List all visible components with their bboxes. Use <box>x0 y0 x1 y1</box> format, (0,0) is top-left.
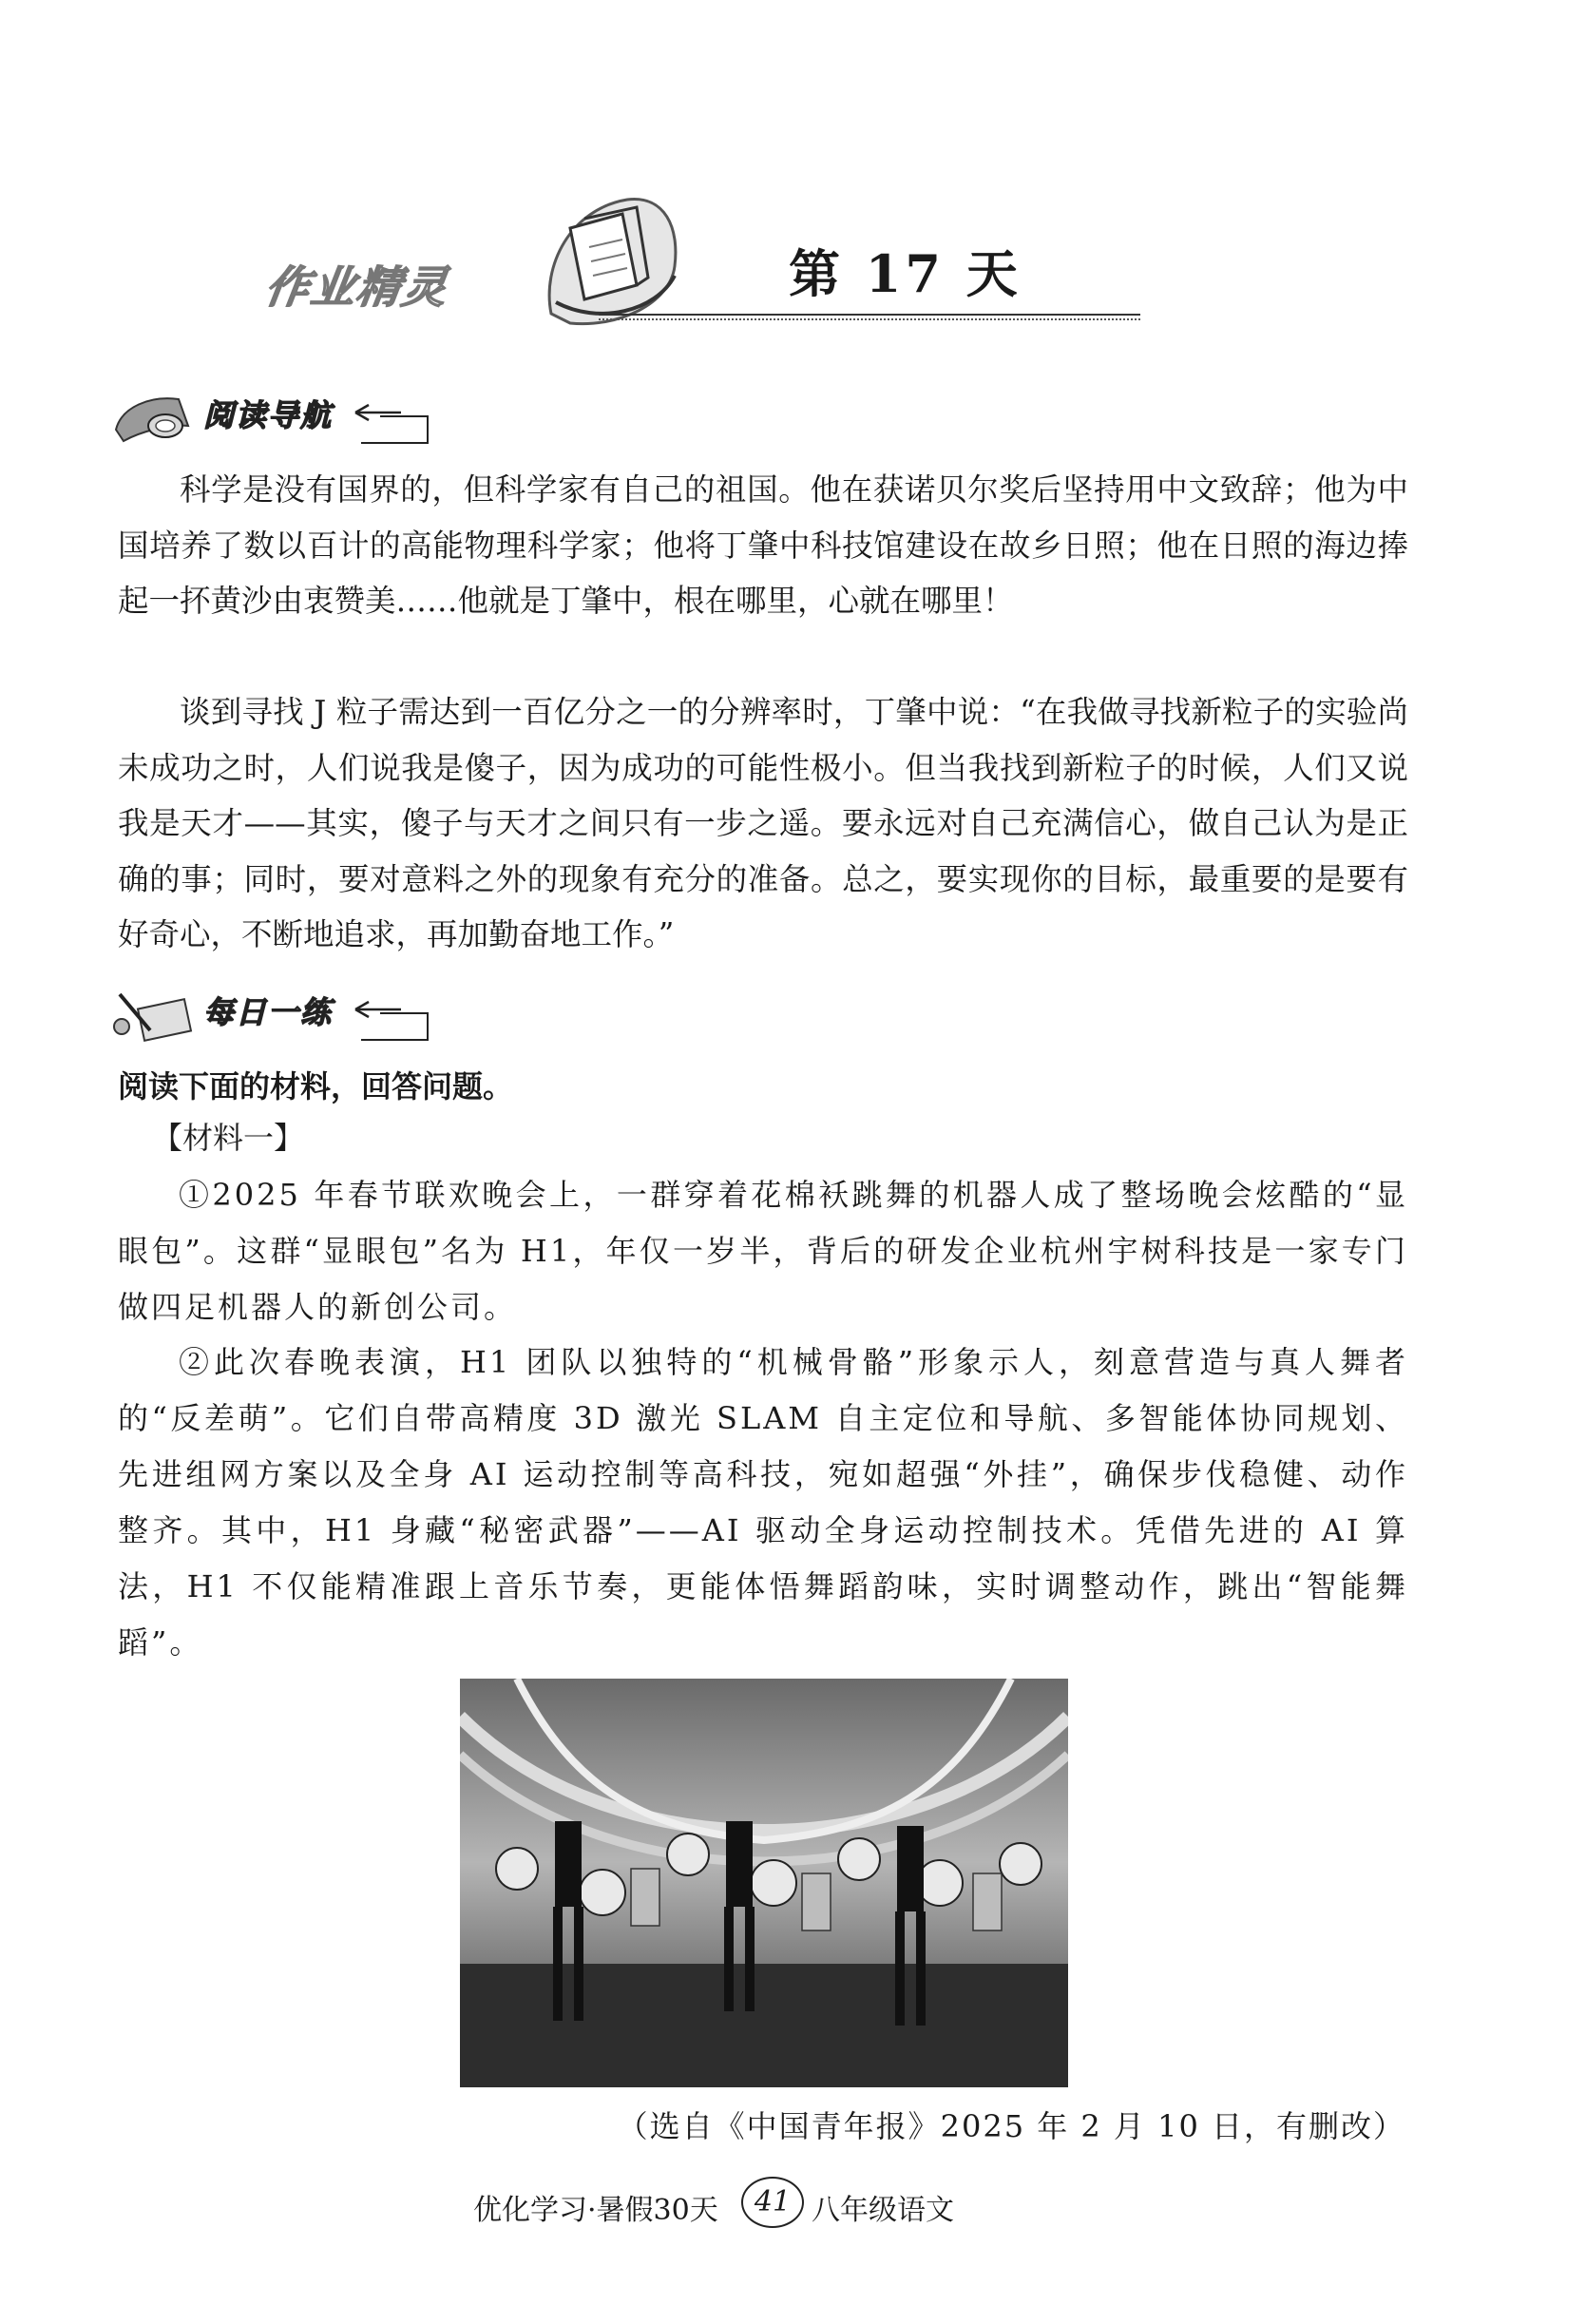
reading-guide-label: 阅读导航 <box>203 397 334 433</box>
photo-caption: （选自《中国青年报》2025 年 2 月 10 日，有删改） <box>617 2108 1405 2144</box>
footer-book-title: 优化学习·暑假30天 <box>473 2194 718 2227</box>
pen-notebook-icon <box>112 985 200 1044</box>
material-paragraph-1: ①2025 年春节联欢晚会上，一群穿着花棉袄跳舞的机器人成了整场晚会炫酷的“显眼包”。这群“显眼包”名为 H1，年仅一岁半，背后的研发企业杭州宇树科技是一家专门做四足机器人的新创公司。 <box>118 1177 1408 1325</box>
reading-paragraph-2: 谈到寻找 J 粒子需达到一百亿分之一的分辨率时，丁肇中说：“在我做寻找新粒子的实验尚未成功之时，人们说我是傻子，因为成功的可能性极小。但当我找到新粒子的时候，人们又说我是天才——其实，傻子与天才之间只有一步之遥。要永远对自己充满信心，做自己认为是正确的事；同时，要对意料之外的现象有充分的准备。总之，要实现你的目标，最重要的是要有好奇心，不断地追求，再加勤奋地工作。” <box>118 694 1408 952</box>
page-footer <box>473 2177 1081 2230</box>
notebook-logo-icon <box>532 190 684 333</box>
question-instruction: 阅读下面的材料，回答问题。 <box>118 1068 514 1104</box>
brand-logo-text: 作业精灵 <box>261 261 452 313</box>
robot-dance-photo <box>460 1679 1068 2087</box>
header-divider <box>599 314 1140 320</box>
page-header <box>257 190 1140 333</box>
daily-practice-tag <box>112 979 435 1046</box>
magnifier-book-icon <box>112 388 200 447</box>
reading-paragraph-1: 科学是没有国界的，但科学家有自己的祖国。他在获诺贝尔奖后坚持用中文致辞；他为中国培养了数以百计的高能物理科学家；他将丁肇中科技馆建设在故乡日照；他在日照的海边捧起一抔黄沙由衷赞美……他就是丁肇中，根在哪里，心就在哪里！ <box>118 471 1408 619</box>
material-one-label: 【材料一】 <box>152 1120 305 1156</box>
daily-practice-label: 每日一练 <box>203 994 334 1030</box>
reading-guide-tag <box>112 382 435 449</box>
page-number: 41 <box>741 2177 804 2228</box>
material-paragraph-2: ②此次春晚表演，H1 团队以独特的“机械骨骼”形象示人，刻意营造与真人舞者的“反差萌”。它们自带高精度 3D 激光 SLAM 自主定位和导航、多智能体协同规划、先进组网方案以及全身 AI 运动控制等高科技，宛如超强“外挂”，确保步伐稳健、动作整齐。其中，H1 身藏“秘密武器”——AI 驱动全身运动控制技术。凭借先进的 AI 算法，H1 不仅能精准跟上音乐节奏，更能体悟舞蹈韵味，实时调整动作，跳出“智能舞蹈”。 <box>118 1344 1408 1661</box>
left-arrow-icon <box>352 989 437 1044</box>
left-arrow-icon <box>352 392 437 447</box>
footer-grade-subject: 八年级语文 <box>812 2194 954 2227</box>
day-title: 第 17 天 <box>789 243 1022 304</box>
